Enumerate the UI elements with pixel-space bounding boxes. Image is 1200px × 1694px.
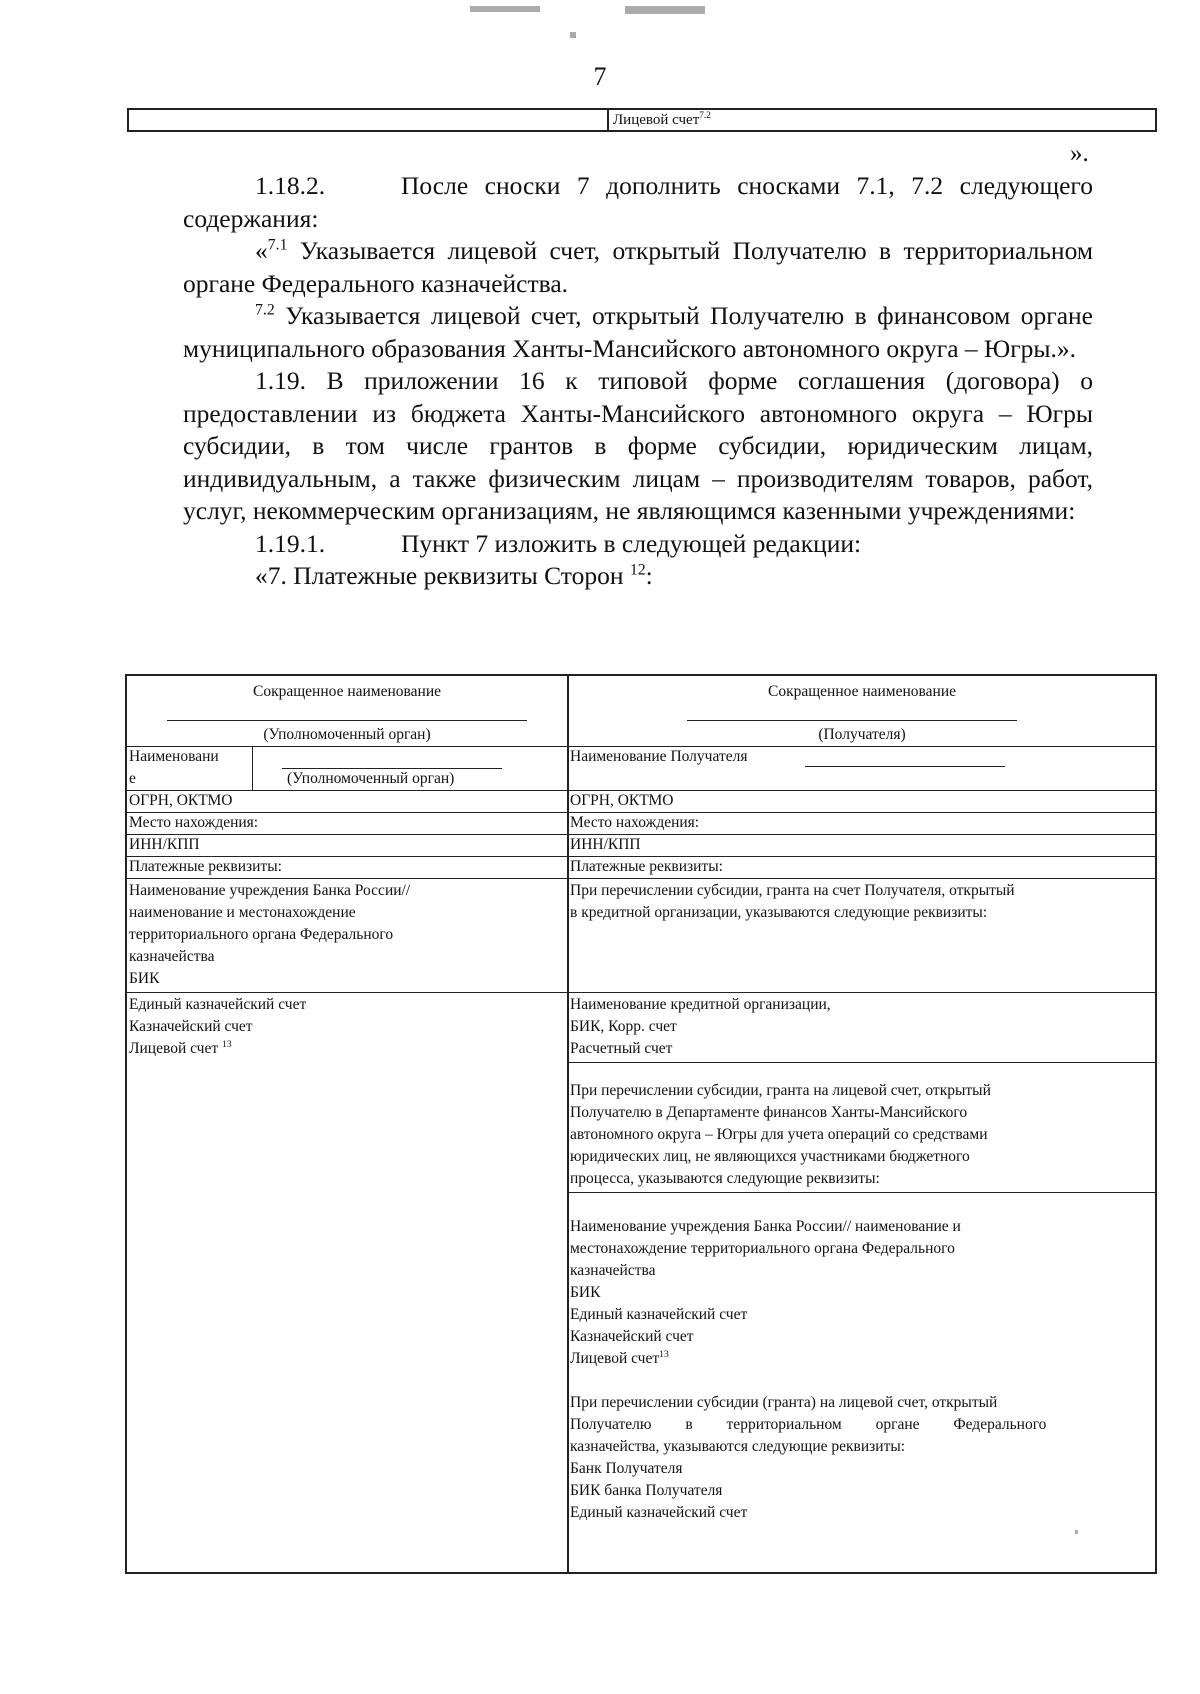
right-dept-intro: При перечислении субсидии, гранта на лицевой счет, открытый: [570, 1082, 991, 1099]
right-terr-intro: казначейства, указываются следующие реквизиты:: [570, 1438, 906, 1455]
right-terr-intro: При перечислении субсидии (гранта) на лицевой счет, открытый: [570, 1394, 998, 1411]
right-divider: [567, 1062, 1155, 1063]
right-name-underline: [805, 766, 1005, 767]
left-personal-account: Лицевой счет $^{13}$: [129, 1038, 232, 1057]
page-number: 7: [593, 62, 607, 91]
right-dept-intro: юридических лиц, не являющихся участниками бюджетного: [570, 1148, 970, 1165]
left-header-sub: (Уполномоченный орган): [263, 726, 431, 743]
left-bank-line: БИК: [129, 970, 160, 987]
left-location: Место нахождения:: [129, 814, 259, 831]
left-bank-line: Наименование учреждения Банка России//: [129, 882, 411, 899]
top-table-fragment: [127, 108, 1157, 132]
right-dept-line: Наименование учреждения Банка России// наименование и: [570, 1218, 961, 1235]
right-credit-line: БИК, Корр. счет: [570, 1018, 677, 1035]
paragraph-7-title: «7. Платежные реквизиты Сторон $^{12}$:: [255, 561, 653, 590]
row-divider: [127, 878, 1155, 879]
paragraph-1-19-1: 1.19.1. Пункт 7 изложить в следующей редакции:: [255, 528, 862, 558]
right-dept-intro: автономного округа – Югры для учета операций со средствами: [570, 1126, 988, 1143]
top-table-cell: Лицевой счет$^{7.2}$: [607, 110, 711, 130]
right-credit-intro: При перечислении субсидии, гранта на счет Получателя, открытый: [570, 882, 1015, 899]
footnote-7-2: $^{7.2}$ Указывается лицевой счет, открытый Получателю в финансовом органе муниципального образования Ханты-Мансийского автономного округа – Югры.».: [183, 301, 1093, 363]
right-payment: Платежные реквизиты:: [570, 858, 723, 875]
right-terr-line: БИК банка Получателя: [570, 1482, 723, 1499]
right-dept-intro: Получателю в Департаменте финансов Ханты-Мансийского: [570, 1104, 968, 1121]
right-header-sub: (Получателя): [818, 726, 906, 743]
left-bank-line: наименование и местонахождение: [129, 904, 356, 921]
left-name-label-tail: е: [129, 770, 136, 787]
right-header-underline: [687, 720, 1017, 721]
right-credit-line: Наименование кредитной организации,: [570, 996, 831, 1013]
left-inn: ИНН/КПП: [129, 836, 200, 853]
right-terr-line: Единый казначейский счет: [570, 1504, 748, 1521]
left-header: Сокращенное наименование: [252, 683, 441, 700]
payment-details-table: [125, 674, 1157, 1574]
paragraph-1-18-2: 1.18.2. После сноски 7 дополнить сносками 7.1, 7.2 следующего содержания:: [183, 171, 1093, 233]
left-bank-line: территориального органа Федерального: [129, 926, 394, 943]
name-inner-divider: [252, 746, 253, 790]
scan-artifact: [1075, 1530, 1078, 1534]
right-location: Место нахождения:: [570, 814, 700, 831]
right-dept-line: БИК: [570, 1284, 601, 1301]
left-name-sub: (Уполномоченный орган): [287, 770, 455, 787]
right-terr-intro: Получателю в территориальном органе Федерального: [570, 1416, 1047, 1433]
right-credit-line: Расчетный счет: [570, 1040, 673, 1057]
left-payment: Платежные реквизиты:: [129, 858, 282, 875]
right-dept-line: местонахождение территориального органа Федерального: [570, 1240, 955, 1257]
left-name-label: Наименовани: [129, 748, 219, 765]
right-credit-intro: в кредитной организации, указываются следующие реквизиты:: [570, 904, 988, 921]
right-ogrn: ОГРН, ОКТМО: [570, 792, 674, 809]
footnote-7-1: «$^{7.1}$ Указывается лицевой счет, открытый Получателю в территориальном органе Федерального казначейства.: [183, 236, 1093, 298]
right-dept-line: Единый казначейский счет: [570, 1306, 748, 1323]
right-dept-line: Казначейский счет: [570, 1328, 694, 1345]
paragraph-1-19: 1.19. В приложении 16 к типовой форме соглашения (договора) о предоставлении из бюджета Ханты-Мансийского автономного округа – Югры субсидии, в том числе грантов в форме субсидии, юридическим лицам, индивидуальным, а также физическим лицам – производителям товаров, работ, услуг, некоммерческим организациям, не являющимся казенными учреждениями:: [183, 366, 1093, 525]
left-treasury-line: Единый казначейский счет: [129, 996, 307, 1013]
left-header-underline: [167, 720, 527, 721]
row-divider: [127, 834, 1155, 835]
right-terr-line: Банк Получателя: [570, 1460, 683, 1477]
scan-artifact: [570, 32, 576, 38]
right-dept-personal-account: Лицевой счет$^{13}$: [570, 1348, 669, 1367]
right-header: Сокращенное наименование: [767, 683, 956, 700]
column-separator: [567, 676, 569, 1572]
scan-artifact: [470, 6, 540, 12]
document-body: [183, 170, 1093, 593]
right-dept-intro: процесса, указываются следующие реквизиты:: [570, 1170, 880, 1187]
closing-quote: ».: [1070, 140, 1089, 167]
right-dept-line: казначейства: [570, 1262, 656, 1279]
left-treasury-line: Казначейский счет: [129, 1018, 253, 1035]
left-bank-line: казначейства: [129, 948, 215, 965]
right-divider: [567, 1192, 1155, 1193]
row-divider: [127, 992, 1155, 993]
right-inn: ИНН/КПП: [570, 836, 641, 853]
left-ogrn: ОГРН, ОКТМО: [129, 792, 233, 809]
right-name-label: Наименование Получателя: [570, 748, 748, 765]
scan-artifact: [625, 6, 705, 14]
